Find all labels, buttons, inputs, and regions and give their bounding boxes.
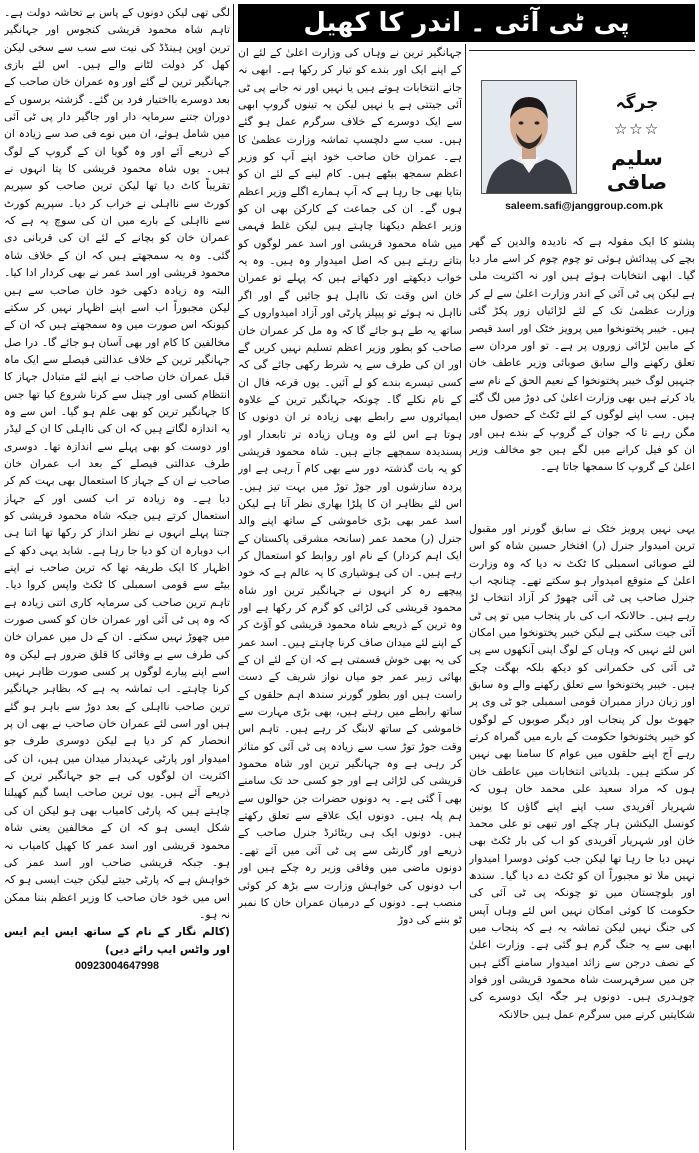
author-photo xyxy=(481,80,577,194)
column-name: جرگہ xyxy=(615,93,659,113)
left-column xyxy=(4,4,230,1150)
left-column-text: لگی تھی لیکن دونوں کے پاس بے تحاشہ دولت ہے۔ تاہم شاہ محمود قریشی کنجوس اور جہانگیر ترین اوپن ہینڈڈ کی نیت سے سب سے سخی لیکن کھل کر دولت لٹانے والے ہیں۔ اس لئے بازی جہانگیر ترین لے گئے اور وہ عمران خان صاحب کے بعد دوسرے بااختیار فرد بن گئے۔ گزشتہ برسوں کے دوران جتنے سرمایہ دار اور جاگیر دار پی ٹی آئی میں شامل ہوئے، ان میں نوے فی صد سے زیادہ ان کے ذریعے آئے اور وہ گویا ان کے گروپ کے لوگ ہیں۔ یوں شاہ محمود قریشی کا پتا انہوں نے تقریباً کاٹ دیا تھا لیکن ترین صاحب کو سپریم کورٹ سے نااہلی نے خراب کر دیا۔ سپریم کورٹ سے نااہلی کے بارے میں ان کی سوچ یہ ہے کہ عمران خان کو بچانے کے لئے ان کی قربانی دی گئی۔ وہ یہ سمجھتے ہیں کہ ان کے خلاف شاہ محمود قریشی اور اسد عمر نے بھی کردار ادا کیا۔ البتہ وہ زیادہ دکھی خود خان صاحب سے ہیں لیکن مجبوراً اب اسے اپنے اظہار نہیں کر سکتے کیونکہ اس صورت میں وہ سمجھتے ہیں کہ ان کے مخالفین کا کام اور بھی آسان ہو جائے گا۔ درا صل جہانگیر ترین کے خلاف عدالتی فیصلے سے ایک ماہ قبل عمران خان صاحب نے اپنے لئے متبادل جہاز کا انتظام کسی اور چینل سے کرنا شروع کیا تھا جس کا جہانگیر ترین کو بھی علم ہو گیا۔ اس سے وہ یہ اندازہ لگاتے ہیں کہ ان کی نااہلی کا ان کے لیڈر اور دوست کو بھی پہلے سے اندازہ تھا۔ دوسری طرف عدالتی فیصلے کے بعد اب عمران خان صاحب نے ان کے جہاز کا استعمال بھی بہت کم کر دیا ہے۔ وہ زیادہ تر اب کسی اور کے جہاز استعمال کرتے ہیں جبکہ شاہ محمود قریشی کو جتنا پہلے انہوں نے نظر انداز کر رکھا تھا اتنا ہی اب دوبارہ ان کو دیا جا رہا ہے۔ شاید یہی دکھ کے اظہار کا ایک طریقہ تھا کہ ترین صاحب نے اپنے بیٹے سے قومی اسمبلی کا ٹکٹ واپس کروا دیا۔ تاہم ترین صاحب کی سرمایہ کاری اتنی زیادہ ہے کہ وہ پی ٹی آئی اور عمران خان کو کسی صورت میں چھوڑ نہیں سکتے۔ ان کے دل میں عمران خان کی طرف سے بے وفائی کا قلق ضرور ہے لیکن وہ اسے اپنے پیارے لوگوں پر کسی صورت ظاہر نہیں کرنا چاہتے۔ اب تماشہ یہ ہے کہ بظاہر جہانگیر ترین صاحب نااہلی کے بعد دوڑ سے باہر ہو گئے ہیں اور اسی لئے عمران خان صاحب نے بھی ان پر انحصار کم کر دیا ہے لیکن دوسری طرف جو امیدوار اور پارٹی عہدیدار میدان میں ہیں، ان کی اکثریت ان لوگوں کی ہے جو جہانگیر ترین کے ذریعے آئے ہیں۔ یوں ترین صاحب ایسا گیم کھیلنا چاہتے ہیں کہ پارٹی کامیاب بھی ہو لیکن ان کی شکل ایسی ہو کہ ان کے مخالفین یعنی شاہ محمود قریشی اور اسد عمر کا کھیل کامیاب نہ ہو۔ جبکہ قریشی صاحب اور اسد عمر کی خواہش ہے کہ پارٹی جیتے لیکن جیت ایسی ہو کہ اس میں خود خان صاحب کا وزیر اعظم بننا ممکن نہ ہو۔ xyxy=(4,6,230,921)
contact-number: 00923004647998 xyxy=(74,959,160,972)
right-column xyxy=(469,520,695,1150)
middle-column xyxy=(238,44,462,1150)
author-portrait-photo-icon xyxy=(482,81,576,193)
author-name: سلیم صافی xyxy=(606,146,668,194)
stars-decoration: ☆☆☆ xyxy=(613,120,661,138)
headline: پی ٹی آئی ۔ اندر کا کھیل xyxy=(238,4,695,42)
middle-column-text: جہانگیر ترین نے وہاں کی وزارت اعلیٰ کے لئے ان کے اپنے ایک اور بندے کو تیار کر رکھا ہے۔ ابھی نہ جانے انتخابات ہوتے ہیں یا نہیں اور نہ جانے پی ٹی آئی جیتتی ہے یا نہیں لیکن یہ تینوں گروپ ابھی سے ایک دوسرے کے خلاف سرگرم عمل ہو گئے ہیں۔ سب سے دلچسپ تماشہ وزارت عظمیٰ کا ہے۔ عمران خان صاحب خود اپنے آپ کو وزیر اعظم سمجھ بیٹھے ہیں۔ کام لینے کے لئے ان کو بتایا بھی جا رہا ہے کہ آپ ہمارے اگلے وزیر اعظم ہوں گے۔ ان کی جماعت کے کارکن بھی ان کو وزیر اعظم دیکھنا چاہتے ہیں لیکن غلط فہمی میں شاہ محمود قریشی اور اسد عمر لوگوں کو بتاتے رہتے ہیں کہ اصل امیدوار وہ ہیں۔ وہ یہ خواب دیکھتے اور دکھاتے ہیں کہ پہلے تو عمران خان اس وقت تک نااہل ہو جائیں گے اور اگر نااہل نہ ہوئے تو پیپلز پارٹی اور آزاد امیدواروں کے ساتھ یہ طے ہو جائے گا کہ وہ مل کر عمران خان صاحب کو بطور وزیر اعظم تسلیم نہیں کریں گے اور ان کی طرف سے یہ شرط رکھی جائے گی کہ کسی تیسرے بندے کو لے آئیں۔ یوں قرعہ فال ان کے نام نکلے گا۔ چونکہ جہانگیر ترین کے علاوہ ایمپائروں سے رابطے بھی زیادہ تر ان دونوں کا ہوتا ہے اس لئے وہ وہاں زیادہ تر تابعدار اور پسندیدہ سمجھے جاتے ہیں۔ شاہ محمود قریشی کو یہ بات گذشتہ دور سے بھی کام آ رہی ہے اور پردہ سازشوں اور جوڑ توڑ میں بہت تیز ہیں۔ اس لئے بظاہر ان کا پلڑا بھاری نظر آتا ہے لیکن اسد عمر بھی بڑی خاموشی کے ساتھ اپنے والد جنرل (ر) محمد عمر (سانحہ مشرقی پاکستان کے ایک اہم کردار) کے نام اور روابط کو استعمال کر رہے ہیں۔ ان کی ہوشیاری کا یہ عالم ہے کہ خود پیچھے رہ کر انہوں نے جہانگیر ترین اور شاہ محمود قریشی کی لڑائی کو گرم کر رکھا ہے اور وہ ترین کے ذریعے شاہ محمود قریشی کو آؤٹ کر کے اپنے لئے میدان صاف کرنا چاہتے ہیں۔ اسد عمر کی یہ بھی خوش قسمتی ہے کہ ان کے لئے ان کے بھائی زبیر عمر جو میاں نواز شریف کے دست راست ہیں اور بطور گورنر سندھ اہم حلقوں کے ساتھ رابطے میں رہتے ہیں، بھی بڑی مہارت سے خاموشی کے ساتھ لابنگ کر رہے ہیں۔ تاہم اس وقت جوڑ توڑ سب سے زیادہ پی ٹی آئی کو متاثر کر رہی ہے وہ جہانگیر ترین اور شاہ محمود قریشی کی لڑائی ہے اور جو کسی حد تک سامنے بھی آ گئی ہے۔ یہ دونوں حضرات جن حوالوں سے ہم پلہ ہیں۔ دونوں ایک علاقے سے تعلق رکھتے ہیں۔ دونوں ایک ہی ریٹائرڈ جنرل صاحب کے ذریعے اور گارنٹی سے پی ٹی آئی میں آئے تھے۔ دونوں ماضی میں وفاقی وزیر رہ چکے ہیں اور اب دونوں کی خواہش وزارت سے بڑھ کر کوئی منصب ہے۔ دونوں کے درمیان عمران خان کا نمبر ٹو بننے کی دوڑ xyxy=(238,46,462,927)
byline-box xyxy=(469,50,695,520)
article-intro xyxy=(469,222,695,518)
column-divider xyxy=(465,44,466,1150)
intro-paragraph: پشتو کا ایک مقولہ ہے کہ نادیدہ والدین کے گھر بچے کی پیدائش ہوئی تو چوم چوم کر اسے مار دیا گیا۔ ابھی انتخابات ہوئے ہیں اور نہ اکثریت ملی ہے لیکن پی ٹی آئی کے اندر وزارت اعلیٰ سے لے کر وزارت عظمیٰ تک کے لئے لڑائیاں زور پکڑ گئی ہیں۔ خیبر پختونخوا میں پرویز خٹک اور اسد قیصر کے مابین لڑائی زوروں پر ہے۔ تو اور مردان سے تعلق رکھنے والے سابق صوبائی وزیر عاطف خان جنہیں لوگ خیبر پختونخوا کے نعیم الحق کے نام سے یاد کرتے ہیں بھی وزارت اعلیٰ کی دوڑ میں لگ گئے ہیں۔ سب اپنے لوگوں کے لئے ٹکٹ کے حصول میں مگن رہے تا کہ جوان کے گروپ کے بندے ہیں اور ان کو فیل کرانے میں لگے ہیں جو مخالف وزیر اعلیٰ کے گروپ کا سمجھا جاتا ہے۔ xyxy=(469,234,695,474)
sms-note: (کالم نگار کے نام کے ساتھ ایس ایم ایس اور واٹس ایپ رائے دیں) xyxy=(4,925,230,956)
right-column-text: یہی نہیں پرویز خٹک نے سابق گورنر اور مقبول ترین امیدوار جنرل (ر) افتخار حسین شاہ کو اس لئے صوبائی اسمبلی کا ٹکٹ نہ دیا کہ وہ وزارت اعلیٰ کے متوقع امیدوار ہو سکتے تھے۔ چنانچہ اب جنرل صاحب پی ٹی آئی چھوڑ کر آزاد انتخاب لڑ رہے ہیں۔ حالانکہ اب کی بار پنجاب میں تو پی ٹی آئی جیت سکتی ہے لیکن خیبر پختونخوا میں امکان اس لئے نہیں کہ وہاں کے لوگ اپنی آنکھوں سے پی ٹی آئی کی حکمرانی کو دیکھ بلکہ بھگت چکے ہیں۔ خیبر پختونخوا سے تعلق رکھنے والے وہ سابق اور زبان دراز ممبران قومی اسمبلی جو ٹی وی پر جھوٹ بول کر پنجاب اور دیگر صوبوں کے لوگوں کو خیبر پختونخوا حکومت کے بارے میں گمراہ کرتے رہے آج اپنے حلقوں میں عوام کا سامنا بھی نہیں کر سکتے ہیں۔ بلدیاتی انتخابات میں عاطف خان ہوں کہ مراد سعید علی محمد خان ہوں کہ شہریار آفریدی سب اپنے اپنے گاؤں کا یونین کونسل الیکشن ہار چکے اور تبھی تو علی محمد خان اور شہریار آفریدی کو اب کی بار ٹکٹ بھی نہیں دیا جا رہا تھا لیکن جب کوئی دوسرا امیدوار نہیں ملا تو مجبوراً ان کو ٹکٹ دے دیا گیا۔ سندھ اور بلوچستان میں تو چونکہ پی ٹی آئی کی حکومت کا کوئی امکان نہیں اس لئے وہاں آپس کی جنگ نہیں لیکن تماشہ یہ ہے کہ پنجاب میں ابھی سے یہ جنگ گرم ہو گئی ہے۔ وزارت اعلیٰ کے نصف درجن سے زائد امیدوار سامنے آگئے ہیں جن میں سرفہرست شاہ محمود قریشی اور فواد چوہدری ہیں۔ دونوں ہر جگہ ایک دوسرے کی شکایتیں کرنے میں سرگرم عمل ہیں حالانکہ xyxy=(469,522,695,1021)
column-divider xyxy=(233,4,234,1150)
author-email: saleem.safi@janggroup.com.pk xyxy=(505,200,663,212)
